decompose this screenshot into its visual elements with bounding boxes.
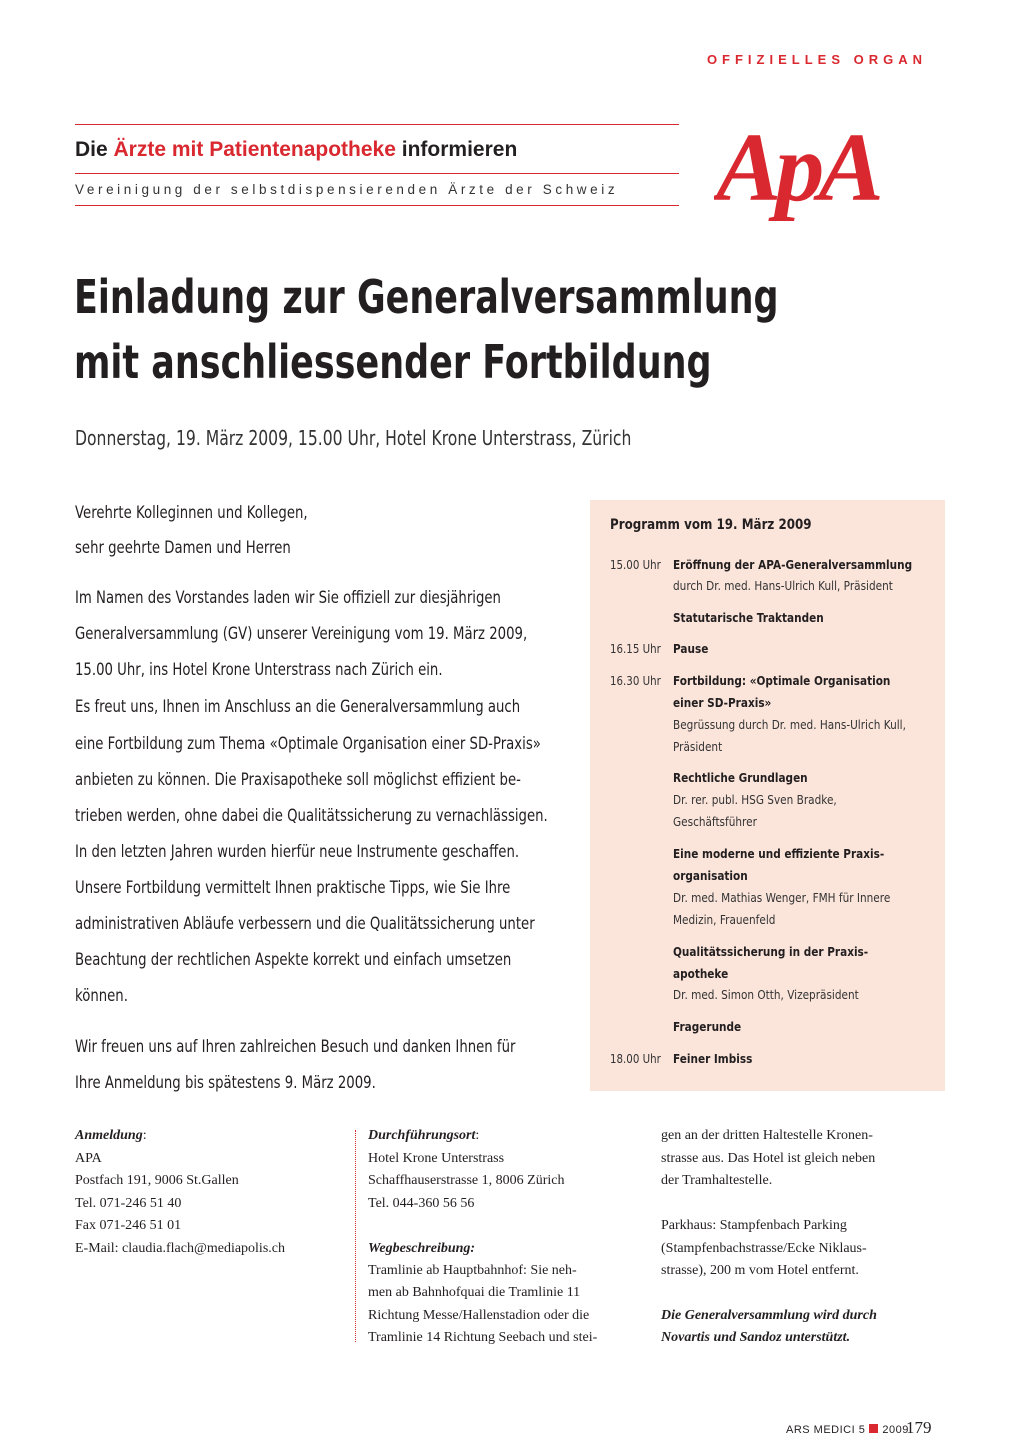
programm-detail: Dr. med. Simon Otth, Vizepräsident <box>673 987 859 1002</box>
programm-item: Statutarische Traktanden <box>673 610 824 625</box>
programm-detail: Medizin, Frauenfeld <box>673 912 776 927</box>
page-title-line2: mit anschliessender Fortbildung <box>74 335 712 389</box>
ort-heading-colon: : <box>475 1128 480 1143</box>
anmeldung-line: Tel. 071-246 51 40 <box>75 1196 182 1211</box>
ort-heading-label: Durchführungsort <box>368 1128 476 1143</box>
anmeldung-line: APA <box>75 1151 102 1166</box>
programm-detail: Präsident <box>673 739 723 754</box>
sponsor-note: Novartis und Sandoz unterstützt. <box>661 1330 851 1345</box>
header-rule-top <box>75 124 679 125</box>
anmeldung-line: Postfach 191, 9006 St.Gallen <box>75 1173 239 1188</box>
programm-item: Fragerunde <box>673 1019 742 1034</box>
event-dateline: Donnerstag, 19. März 2009, 15.00 Uhr, Hotel Krone Unterstrass, Zürich <box>75 426 632 450</box>
col3-line: gen an der dritten Haltestelle Kronen- <box>661 1128 873 1143</box>
ort-line: Tel. 044-360 56 56 <box>368 1196 475 1211</box>
letter-line: In den letzten Jahren wurden hierfür neue Instrumente geschaffen. <box>75 842 520 862</box>
col3-line: Parkhaus: Stampfenbach Parking <box>661 1218 847 1233</box>
anmeldung-heading-label: Anmeldung <box>75 1128 143 1143</box>
programm-item: Eine moderne und effiziente Praxis- <box>673 846 885 861</box>
weg-line: men ab Bahnhofquai die Tramlinie 11 <box>368 1285 581 1300</box>
programm-detail: durch Dr. med. Hans-Ulrich Kull, Präsident <box>673 578 893 593</box>
programm-item: organisation <box>673 868 748 883</box>
programm-item: Rechtliche Grundlagen <box>673 770 808 785</box>
journal-name: ARS MEDICI 5 <box>786 1424 866 1436</box>
programm-time: 18.00 Uhr <box>610 1051 661 1066</box>
red-square-icon <box>869 1424 878 1433</box>
letter-line: Wir freuen uns auf Ihren zahlreichen Besuch und danken Ihnen für <box>75 1037 516 1057</box>
letter-line: trieben werden, ohne dabei die Qualitätssicherung zu vernachlässigen. <box>75 806 548 826</box>
letter-line: können. <box>75 986 128 1006</box>
letter-line: Im Namen des Vorstandes laden wir Sie offiziell zur diesjährigen <box>75 588 501 608</box>
anmeldung-line: Fax 071-246 51 01 <box>75 1218 182 1233</box>
programm-item: apotheke <box>673 966 729 981</box>
header-subtitle: Vereinigung der selbstdispensierenden Ärzte der Schweiz <box>75 182 619 197</box>
letter-line: sehr geehrte Damen und Herren <box>75 538 291 558</box>
page-number: 179 <box>906 1418 932 1437</box>
letter-line: administrativen Abläufe verbessern und die Qualitätssicherung unter <box>75 914 535 934</box>
header-rule-bottom <box>75 205 679 206</box>
programm-item: Eröffnung der APA-Generalversammlung <box>673 557 913 572</box>
ort-heading <box>368 1128 479 1144</box>
letter-line: Generalversammlung (GV) unserer Vereinigung vom 19. März 2009, <box>75 624 528 644</box>
col3-line: (Stampfenbachstrasse/Ecke Niklaus- <box>661 1241 867 1256</box>
letter-line: 15.00 Uhr, ins Hotel Krone Unterstrass nach Zürich ein. <box>75 660 443 680</box>
programm-item: Qualitätssicherung in der Praxis- <box>673 944 869 959</box>
apa-logo-text: ApA <box>716 114 878 222</box>
page-footer <box>786 1424 909 1436</box>
col3-line: strasse), 200 m vom Hotel entfernt. <box>661 1263 859 1278</box>
weg-line: Tramlinie ab Hauptbahnhof: Sie neh- <box>368 1263 577 1278</box>
programm-item: einer SD-Praxis» <box>673 695 772 710</box>
anmeldung-heading-colon: : <box>142 1128 147 1143</box>
header-tagline-part3: informieren <box>395 138 518 161</box>
letter-line: anbieten zu können. Die Praxisapotheke soll möglichst effizient be- <box>75 770 521 790</box>
programm-time: 16.15 Uhr <box>610 641 661 656</box>
page-title-line1: Einladung zur Generalversammlung <box>74 270 779 324</box>
header-tagline <box>75 138 517 162</box>
programm-time: 16.30 Uhr <box>610 673 661 688</box>
programm-item: Fortbildung: «Optimale Organisation <box>673 673 891 688</box>
letter-line: Es freut uns, Ihnen im Anschluss an die Generalversammlung auch <box>75 697 521 717</box>
letter-line: eine Fortbildung zum Thema «Optimale Organisation einer SD-Praxis» <box>75 734 541 754</box>
header-rule-middle <box>75 173 679 174</box>
programm-detail: Geschäftsführer <box>673 814 757 829</box>
header-tagline-part2: Ärzte mit Patientenapotheke <box>113 138 396 161</box>
programm-detail: Dr. rer. publ. HSG Sven Bradke, <box>673 792 837 807</box>
programm-time: 15.00 Uhr <box>610 557 661 572</box>
email-link[interactable]: E-Mail: claudia.flach@mediapolis.ch <box>75 1241 285 1256</box>
col3-line: strasse aus. Das Hotel ist gleich neben <box>661 1151 876 1166</box>
letter-line: Verehrte Kolleginnen und Kollegen, <box>75 503 308 523</box>
programm-detail: Begrüssung durch Dr. med. Hans-Ulrich Kull, <box>673 717 906 732</box>
col3-line: der Tramhaltestelle. <box>661 1173 773 1188</box>
programm-item: Pause <box>673 641 709 656</box>
header-tagline-part1: Die <box>75 138 114 161</box>
programm-item: Feiner Imbiss <box>673 1051 753 1066</box>
ort-line: Hotel Krone Unterstrass <box>368 1151 505 1166</box>
organ-label: OFFIZIELLES ORGAN <box>706 52 927 67</box>
letter-line: Ihre Anmeldung bis spätestens 9. März 2009. <box>75 1073 376 1093</box>
apa-logo <box>714 114 924 236</box>
programm-title: Programm vom 19. März 2009 <box>610 517 812 533</box>
ort-line: Schaffhauserstrasse 1, 8006 Zürich <box>368 1173 565 1188</box>
programm-detail: Dr. med. Mathias Wenger, FMH für Innere <box>673 890 891 905</box>
weg-line: Richtung Messe/Hallenstadion oder die <box>368 1308 590 1323</box>
column-divider <box>355 1130 356 1342</box>
weg-line: Tramlinie 14 Richtung Seebach und stei- <box>368 1330 598 1345</box>
sponsor-note: Die Generalversammlung wird durch <box>661 1308 877 1323</box>
anmeldung-heading <box>75 1128 147 1144</box>
letter-line: Beachtung der rechtlichen Aspekte korrekt und einfach umsetzen <box>75 950 512 970</box>
weg-heading: Wegbeschreibung: <box>368 1241 476 1256</box>
letter-line: Unsere Fortbildung vermittelt Ihnen praktische Tipps, wie Sie Ihre <box>75 878 511 898</box>
journal-year: 2009 <box>882 1424 909 1436</box>
